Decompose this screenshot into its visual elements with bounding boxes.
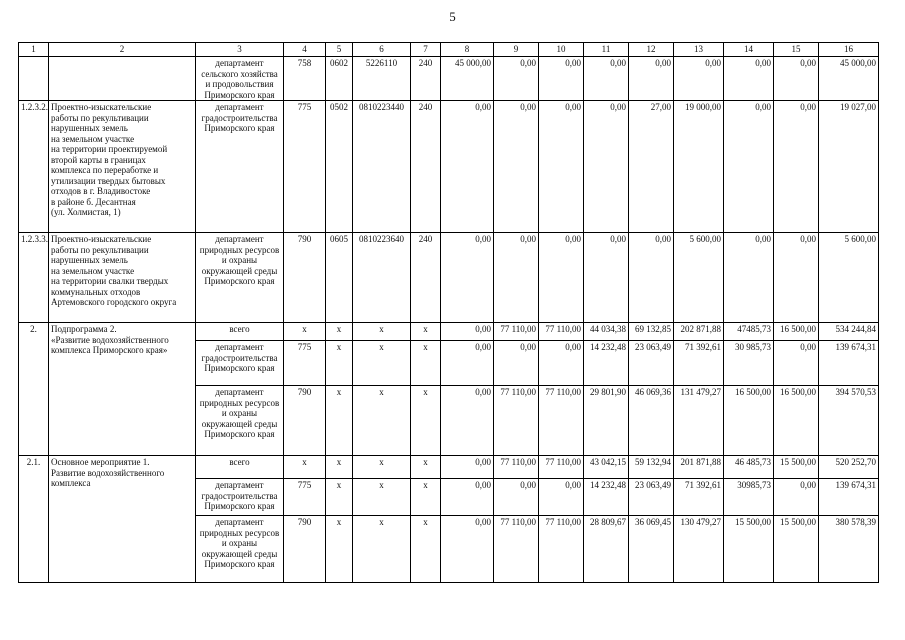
row-name-line: комплекса Приморского края» xyxy=(51,345,168,355)
amount-cell: 131 479,27 xyxy=(674,386,724,456)
row-name-line: отходов в г. Владивостоке xyxy=(51,186,151,196)
row-name-line: нарушенных земель xyxy=(51,255,128,265)
amount-cell: 71 392,61 xyxy=(674,479,724,516)
row-name-line: на земельном участке xyxy=(51,265,135,276)
amount-cell: 0,00 xyxy=(441,233,494,323)
executor-cell xyxy=(196,341,284,386)
executor-line: Приморского края xyxy=(204,123,275,133)
amount-cell: 44 034,38 xyxy=(584,323,629,341)
amount-cell: 46 485,73 xyxy=(724,456,774,479)
amount-cell: 201 871,88 xyxy=(674,456,724,479)
row-name-line: «Развитие водохозяйственного xyxy=(51,334,169,345)
code-cell: x xyxy=(353,479,411,516)
amount-cell: 43 042,15 xyxy=(584,456,629,479)
amount-cell: 0,00 xyxy=(441,479,494,516)
amount-cell: 19 027,00 xyxy=(819,101,879,233)
code-cell: x xyxy=(284,323,326,341)
code-cell: 790 xyxy=(284,516,326,583)
amount-cell: 0,00 xyxy=(494,233,539,323)
executor-cell xyxy=(196,386,284,456)
executor-line: и охраны xyxy=(221,408,258,418)
amount-cell: 0,00 xyxy=(441,101,494,233)
row-name-line: комплекса по переработке и xyxy=(51,165,159,175)
code-cell: x xyxy=(326,516,353,583)
code-cell: 775 xyxy=(284,101,326,233)
amount-cell: 0,00 xyxy=(724,57,774,101)
executor-line: департамент xyxy=(215,58,264,68)
code-cell: x xyxy=(353,456,411,479)
amount-cell: 16 500,00 xyxy=(724,386,774,456)
amount-cell: 59 132,94 xyxy=(629,456,674,479)
amount-cell: 0,00 xyxy=(539,479,584,516)
column-header-cell: 14 xyxy=(724,43,774,57)
code-cell: 790 xyxy=(284,233,326,323)
amount-cell: 139 674,31 xyxy=(819,341,879,386)
code-cell: 790 xyxy=(284,386,326,456)
amount-cell: 19 000,00 xyxy=(674,101,724,233)
code-cell: x xyxy=(411,456,441,479)
amount-cell: 0,00 xyxy=(494,341,539,386)
row-name-line: работы по рекультивации xyxy=(51,112,149,123)
amount-cell: 0,00 xyxy=(441,386,494,456)
amount-cell: 130 479,27 xyxy=(674,516,724,583)
executor-line: градостроительства xyxy=(201,490,278,501)
executor-line: Приморского края xyxy=(204,501,275,511)
amount-cell: 0,00 xyxy=(584,233,629,323)
amount-cell: 15 500,00 xyxy=(774,456,819,479)
executor-line: и продовольствия xyxy=(205,79,274,89)
column-header-cell: 5 xyxy=(326,43,353,57)
page-number: 5 xyxy=(449,9,456,24)
amount-cell: 23 063,49 xyxy=(629,479,674,516)
executor-line: градостроительства xyxy=(201,352,278,363)
executor-line: природных ресурсов xyxy=(199,397,280,408)
row-name-cell xyxy=(49,101,196,233)
amount-cell: 0,00 xyxy=(441,341,494,386)
row-name-line: работы по рекультивации xyxy=(51,244,149,255)
table-row xyxy=(19,233,879,323)
amount-cell: 77 110,00 xyxy=(494,456,539,479)
amount-cell: 47485,73 xyxy=(724,323,774,341)
row-name-line: коммунальных отходов xyxy=(51,286,141,297)
row-name-line: Артемовского городского округа xyxy=(51,297,177,307)
executor-line: градостроительства xyxy=(201,112,278,123)
row-name-line: на земельном участке xyxy=(51,133,135,144)
executor-line: департамент xyxy=(215,342,264,352)
amount-cell: 14 232,48 xyxy=(584,341,629,386)
executor-cell xyxy=(196,233,284,323)
amount-cell: 77 110,00 xyxy=(539,386,584,456)
executor-line: департамент xyxy=(215,102,264,112)
amount-cell: 15 500,00 xyxy=(774,516,819,583)
row-number: 1.2.3.2. xyxy=(21,102,48,112)
amount-cell: 0,00 xyxy=(774,233,819,323)
amount-cell: 77 110,00 xyxy=(494,323,539,341)
row-name-line: комплекса xyxy=(51,478,91,488)
amount-cell: 16 500,00 xyxy=(774,323,819,341)
executor-line: окружающей среды xyxy=(201,418,278,429)
executor-line: департамент xyxy=(215,480,264,490)
amount-cell: 69 132,85 xyxy=(629,323,674,341)
row-number-cell xyxy=(19,323,49,456)
row-number-cell xyxy=(19,57,49,101)
amount-cell: 0,00 xyxy=(539,57,584,101)
amount-cell: 0,00 xyxy=(539,233,584,323)
amount-cell: 0,00 xyxy=(494,101,539,233)
amount-cell: 28 809,67 xyxy=(584,516,629,583)
amount-cell: 0,00 xyxy=(494,57,539,101)
amount-cell: 45 000,00 xyxy=(441,57,494,101)
amount-cell: 394 570,53 xyxy=(819,386,879,456)
row-name-line: Развитие водохозяйственного xyxy=(51,467,165,478)
row-name-line: Проектно-изыскательские xyxy=(51,102,152,112)
executor-cell xyxy=(196,456,284,479)
row-name-line: Основное мероприятие 1. xyxy=(51,457,150,467)
budget-table xyxy=(18,42,879,583)
amount-cell: 380 578,39 xyxy=(819,516,879,583)
amount-cell: 0,00 xyxy=(441,456,494,479)
code-cell: x xyxy=(284,456,326,479)
code-cell: x xyxy=(326,386,353,456)
amount-cell: 0,00 xyxy=(724,233,774,323)
amount-cell: 139 674,31 xyxy=(819,479,879,516)
code-cell: 0810223640 xyxy=(353,233,411,323)
code-cell: x xyxy=(326,323,353,341)
executor-line: и охраны xyxy=(221,255,258,265)
amount-cell: 77 110,00 xyxy=(494,516,539,583)
row-number-cell xyxy=(19,233,49,323)
amount-cell: 15 500,00 xyxy=(724,516,774,583)
row-name-cell xyxy=(49,456,196,583)
amount-cell: 0,00 xyxy=(724,101,774,233)
amount-cell: 0,00 xyxy=(774,57,819,101)
code-cell: x xyxy=(411,341,441,386)
amount-cell: 0,00 xyxy=(629,57,674,101)
amount-cell: 46 069,36 xyxy=(629,386,674,456)
amount-cell: 0,00 xyxy=(774,341,819,386)
amount-cell: 0,00 xyxy=(774,479,819,516)
code-cell: 775 xyxy=(284,341,326,386)
amount-cell: 534 244,84 xyxy=(819,323,879,341)
code-cell: 240 xyxy=(411,57,441,101)
amount-cell: 0,00 xyxy=(774,101,819,233)
column-header-cell: 13 xyxy=(674,43,724,57)
amount-cell: 16 500,00 xyxy=(774,386,819,456)
row-name-cell xyxy=(49,233,196,323)
row-number: 1.2.3.3. xyxy=(21,234,48,244)
amount-cell: 23 063,49 xyxy=(629,341,674,386)
row-name-line: (ул. Холмистая, 1) xyxy=(51,207,121,217)
executor-cell xyxy=(196,323,284,341)
amount-cell: 77 110,00 xyxy=(539,323,584,341)
executor-cell xyxy=(196,101,284,233)
row-number: 2.1. xyxy=(26,457,41,467)
row-name-cell xyxy=(49,323,196,456)
column-header-cell: 15 xyxy=(774,43,819,57)
amount-cell: 5 600,00 xyxy=(674,233,724,323)
code-cell: 0502 xyxy=(326,101,353,233)
row-name-line: нарушенных земель xyxy=(51,123,128,133)
code-cell: 0605 xyxy=(326,233,353,323)
amount-cell: 27,00 xyxy=(629,101,674,233)
column-header-cell: 1 xyxy=(19,43,49,57)
code-cell: x xyxy=(411,516,441,583)
column-header-cell: 9 xyxy=(494,43,539,57)
table-row xyxy=(19,456,879,479)
code-cell: x xyxy=(353,341,411,386)
row-name-line: второй карты в границах xyxy=(51,154,146,165)
code-cell: 240 xyxy=(411,233,441,323)
code-cell: 0810223440 xyxy=(353,101,411,233)
row-name-line: Подпрограмма 2. xyxy=(51,324,117,334)
executor-line: Приморского края xyxy=(204,89,275,100)
code-cell: x xyxy=(353,386,411,456)
column-header-cell: 4 xyxy=(284,43,326,57)
executor-cell xyxy=(196,479,284,516)
amount-cell: 0,00 xyxy=(584,57,629,101)
code-cell: x xyxy=(411,479,441,516)
amount-cell: 0,00 xyxy=(584,101,629,233)
code-cell: 775 xyxy=(284,479,326,516)
amount-cell: 0,00 xyxy=(539,341,584,386)
column-header-cell: 16 xyxy=(819,43,879,57)
column-header-cell: 6 xyxy=(353,43,411,57)
code-cell: x xyxy=(411,386,441,456)
code-cell: 240 xyxy=(411,101,441,233)
amount-cell: 45 000,00 xyxy=(819,57,879,101)
column-header-cell: 11 xyxy=(584,43,629,57)
executor-line: департамент xyxy=(215,234,264,244)
amount-cell: 77 110,00 xyxy=(494,386,539,456)
column-header-cell: 8 xyxy=(441,43,494,57)
code-cell: x xyxy=(326,479,353,516)
amount-cell: 36 069,45 xyxy=(629,516,674,583)
executor-cell xyxy=(196,516,284,583)
table-row xyxy=(19,57,879,101)
row-name-line: в районе б. Десантная xyxy=(51,196,136,207)
executor-line: природных ресурсов xyxy=(199,244,280,255)
code-cell: x xyxy=(326,341,353,386)
executor-line: департамент xyxy=(215,517,264,527)
amount-cell: 0,00 xyxy=(629,233,674,323)
amount-cell: 30 985,73 xyxy=(724,341,774,386)
executor-line: окружающей среды xyxy=(201,265,278,276)
amount-cell: 0,00 xyxy=(674,57,724,101)
table-body xyxy=(19,57,879,583)
executor-line: окружающей среды xyxy=(201,548,278,559)
code-cell: x xyxy=(353,323,411,341)
executor-line: сельского хозяйства xyxy=(201,68,278,79)
amount-cell: 5 600,00 xyxy=(819,233,879,323)
amount-cell: 30985,73 xyxy=(724,479,774,516)
row-name-line: Проектно-изыскательские xyxy=(51,234,152,244)
amount-cell: 0,00 xyxy=(441,323,494,341)
column-header-cell: 7 xyxy=(411,43,441,57)
row-number-cell xyxy=(19,101,49,233)
column-header-cell: 12 xyxy=(629,43,674,57)
row-name-line: утилизации твердых бытовых xyxy=(51,175,166,186)
column-header-cell: 10 xyxy=(539,43,584,57)
header-row xyxy=(19,43,879,57)
column-header-cell: 2 xyxy=(49,43,196,57)
amount-cell: 14 232,48 xyxy=(584,479,629,516)
code-cell: 758 xyxy=(284,57,326,101)
row-name-line: на территории проектируемой xyxy=(51,144,168,154)
amount-cell: 77 110,00 xyxy=(539,516,584,583)
amount-cell: 520 252,70 xyxy=(819,456,879,479)
row-number: 2. xyxy=(30,324,37,334)
code-cell: x xyxy=(411,323,441,341)
executor-line: всего xyxy=(229,457,250,467)
code-cell: x xyxy=(353,516,411,583)
executor-cell xyxy=(196,57,284,101)
code-cell: 5226110 xyxy=(353,57,411,101)
table-row xyxy=(19,323,879,341)
row-name-line: на территории свалки твердых xyxy=(51,276,169,286)
amount-cell: 71 392,61 xyxy=(674,341,724,386)
code-cell: 0602 xyxy=(326,57,353,101)
amount-cell: 77 110,00 xyxy=(539,456,584,479)
executor-line: Приморского края xyxy=(204,429,275,439)
amount-cell: 29 801,90 xyxy=(584,386,629,456)
code-cell: x xyxy=(326,456,353,479)
column-header-cell: 3 xyxy=(196,43,284,57)
table-header xyxy=(19,43,879,57)
executor-line: Приморского края xyxy=(204,559,275,569)
amount-cell: 0,00 xyxy=(539,101,584,233)
executor-line: и охраны xyxy=(221,538,258,548)
executor-line: Приморского края xyxy=(204,276,275,286)
amount-cell: 202 871,88 xyxy=(674,323,724,341)
row-number-cell xyxy=(19,456,49,583)
executor-line: департамент xyxy=(215,387,264,397)
amount-cell: 0,00 xyxy=(441,516,494,583)
row-name-cell xyxy=(49,57,196,101)
amount-cell: 0,00 xyxy=(494,479,539,516)
executor-line: природных ресурсов xyxy=(199,527,280,538)
table-row xyxy=(19,101,879,233)
executor-line: Приморского края xyxy=(204,363,275,373)
executor-line: всего xyxy=(229,324,250,334)
